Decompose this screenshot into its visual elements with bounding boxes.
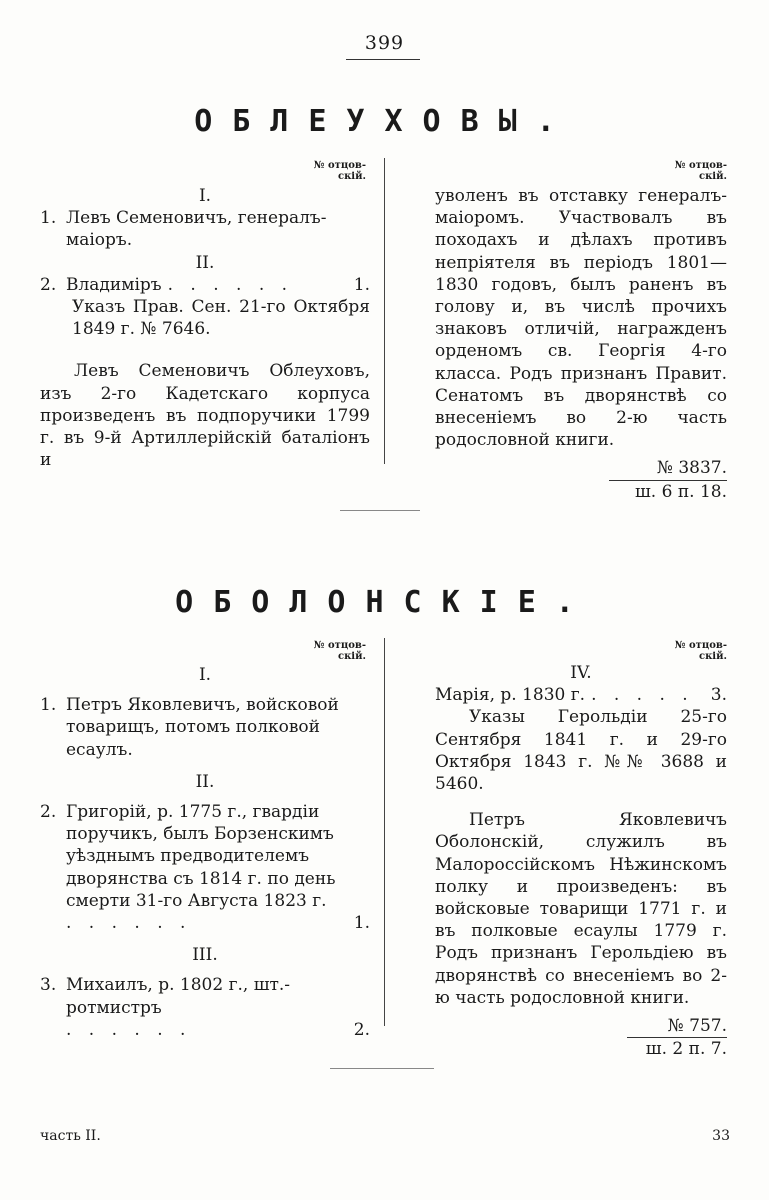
section-separator	[330, 1068, 434, 1069]
column-divider	[384, 638, 385, 1026]
father-column-header-right: № отцов- скій.	[674, 640, 727, 662]
decree-reference: Указы Герольдіи 25-го Сентября 1841 г. и 29-го Октября 1843 г. №№ 3688 и 5460.	[435, 707, 727, 795]
record-number: № 757.	[667, 1016, 727, 1037]
section2-right-column	[435, 662, 727, 1060]
section-separator	[340, 510, 420, 511]
family-title-obolonskie: ОБОЛОНСКІЕ.	[175, 585, 594, 620]
page-number: 399	[364, 32, 405, 54]
record-number: № 3837.	[656, 458, 727, 479]
generation-heading: IV.	[570, 663, 592, 683]
record-sheet: ш. 2 п. 7.	[645, 1039, 727, 1060]
person-entry: 1. Петръ Яковлевичъ, войсковой товарищъ, потомъ полковой есаулъ.	[40, 695, 339, 760]
person-entry: 1. Левъ Семеновичъ, генералъ-маіоръ.	[40, 208, 327, 251]
person-entry: 2. Григорій, р. 1775 г., гвардіи поручикъ, былъ Борзенскимъ уѣзднымъ предводителемъ дворянства съ 1814 г. по день смерти 31-го Августа 1823 г. . . . . . . 1.	[40, 802, 370, 934]
generation-heading: I.	[198, 186, 212, 206]
biography-paragraph: Петръ Яковлевичъ Оболонскій, служилъ въ Малороссійскомъ Нѣжинскомъ полку и произведенъ: въ войсковые товарищи 1771 г. и въ полковые есаулы 1779 г. Родъ признанъ Герольдіею въ дворянствѣ со внесеніемъ во 2-ю часть родословной книги.	[435, 810, 727, 1008]
father-number: 1.	[353, 274, 370, 295]
father-column-header-right: № отцов- скій.	[674, 160, 727, 182]
page-number-rule	[346, 59, 420, 60]
father-number: 1.	[353, 913, 370, 934]
record-sheet: ш. 6 п. 18.	[634, 481, 727, 502]
generation-heading: III.	[192, 945, 218, 966]
section2-left-column	[40, 664, 370, 1041]
person-entry: 2. Владиміръ . . . . . . 1.	[40, 274, 370, 295]
biography-paragraph: Левъ Семеновичъ Облеуховъ, изъ 2-го Кадетскаго корпуса произведенъ въ подпоручики 1799 г. въ 9-й Артиллерійскій баталіонъ и	[40, 361, 370, 471]
decree-reference: Указъ Прав. Сен. 21-го Октября 1849 г. № 7646.	[72, 297, 370, 340]
father-column-header-left: № отцов- скій.	[313, 160, 366, 182]
family-title-oblеukhovy: ОБЛЕУХОВЫ.	[194, 104, 575, 139]
father-number: 3.	[710, 685, 727, 706]
section1-left-column	[40, 185, 370, 471]
father-number: 2.	[353, 1019, 370, 1040]
footer-part-label: часть II.	[40, 1128, 101, 1144]
column-divider	[384, 158, 385, 464]
biography-paragraph-continued: уволенъ въ отставку генералъ-маіоромъ. Участвовалъ въ походахъ и дѣлахъ противъ непріятеля въ періодъ 1801—1830 годовъ, былъ раненъ въ голову и, въ числѣ прочихъ знаковъ отличій, награжденъ орденомъ св. Георгія 4-го класса. Родъ признанъ Правит. Сенатомъ въ дворянствѣ со внесеніемъ во 2-ю часть родословной книги.	[435, 186, 727, 451]
person-entry: 3. Михаилъ, р. 1802 г., шт.-ротмистръ . . . . . . 2.	[40, 975, 370, 1040]
generation-heading: II.	[195, 252, 215, 273]
generation-heading: II.	[195, 771, 215, 792]
footer-sheet-number: 33	[712, 1128, 730, 1144]
generation-heading: I.	[198, 665, 212, 685]
person-entry: Марія, р. 1830 г. . . . . . 3.	[435, 685, 727, 706]
section1-right-column	[435, 185, 727, 503]
father-column-header-left: № отцов- скій.	[313, 640, 366, 662]
